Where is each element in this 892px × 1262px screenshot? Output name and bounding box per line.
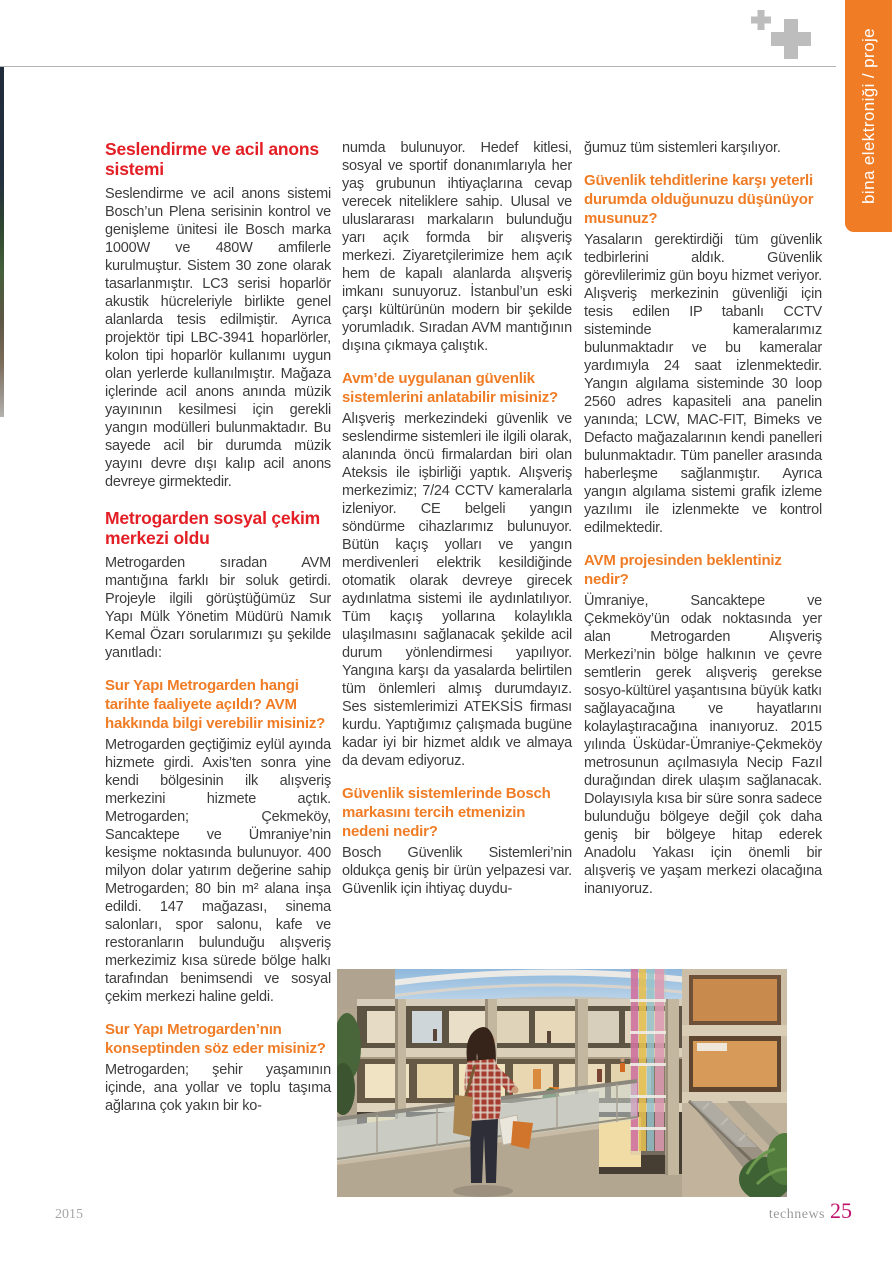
article-paragraph: Alışveriş merkezindeki güvenlik ve seslendirme sistemleri ile ilgili olarak, alanında öncü firmalardan biri olan Ateksis ile işbirliği yaptık. Alışveriş merkezimiz; 7/24 CCTV kameralarla izleniyor. CE belgeli yangın söndürme cihazlarımız bulunuyor. Bütün kaçış yolları ve yangın merdivenleri elektrik kesildiğinde otomatik olarak devreye girecek aydınlatma sistemi ile aydınlatılıyor. Tüm kaçış yollarına kolaylıkla ulaşılmasını sağlanacak şekilde acil durum yönlendirmesi yapılıyor. Yangına karşı da yasalarda belirtilen tüm önlemleri almış durumdayız. Ses sistemlerimizi ATEKSİS firması kurdu. Yaptığımız çalışmada bugüne kadar iyi bir hizmet aldık ve almaya da devam ediyoruz.	[342, 411, 572, 769]
mall-interior-illustration	[337, 969, 787, 1197]
article-heading: Seslendirme ve acil anons sistemi	[105, 139, 319, 179]
article-paragraph: Metrogarden sıradan AVM mantığına farklı bir soluk getirdi. Projeyle ilgili görüştüğümüz Sur Yapı Mülk Yönetim Müdürü Namık Kemal Özarı sorularımızı şu şekilde yanıtladı:	[105, 555, 331, 661]
column-1	[105, 139, 331, 1115]
mall-photo	[337, 969, 787, 1197]
top-divider	[0, 66, 836, 67]
article-paragraph: Bosch Güvenlik Sistemleri’nin oldukça geniş bir ürün yelpazesi var. Güvenlik için ihtiyaç duydu-	[342, 845, 572, 897]
spine-image-strip	[0, 67, 4, 417]
footer-folio	[769, 1198, 852, 1224]
question-subhead: AVM projesinden beklentiniz nedir?	[584, 552, 782, 588]
magazine-name: technews	[768, 1207, 825, 1222]
question-subhead: Güvenlik sistemlerinde Bosch markasını tercih etmenizin nedeni nedir?	[342, 785, 551, 840]
article-paragraph: numda bulunuyor. Hedef kitlesi, sosyal ve sportif donanımlarıyla her yaş grubunun ihtiyaçlarına cevap verecek niteliklere sahip. Ulusal ve uluslararası markaların bulunduğu yarı açık formda bir alışveriş merkezi. Ziyaretçilerimize hem açık hem de kapalı alanlarda alışveriş imkanı sunuyoruz. İstanbul’un eski çarşı kültürünün modern bir şekilde yorumladık. Sıradan AVM mantığının dışına çıkmaya çalıştık.	[342, 140, 572, 354]
footer-year: 2015	[55, 1207, 83, 1222]
article-heading: Metrogarden sosyal çekim merkezi oldu	[105, 508, 321, 548]
section-tab	[845, 0, 892, 232]
page-number: 25	[830, 1198, 852, 1223]
magazine-logo	[748, 6, 814, 62]
article-paragraph: Metrogarden geçtiğimiz eylül ayında hizmete girdi. Axis’ten sonra yine kendi bölgesinin ilk alışveriş merkezini hizmete açtık. Metrogarden; Çekmeköy, Sancaktepe ve Ümraniye’nin kesişme noktasında bulunuyor. 400 milyon dolar yatırım değerine sahip Metrogarden; 80 bin m² alana inşa edildi. 147 mağazası, sinema salonları, spor salonu, kafe ve restoranların bulunduğu alışveriş merkezimiz kısa sürede bölge halkı tarafından benimsendi ve sosyal çekim merkezi haline geldi.	[105, 737, 331, 1005]
question-subhead: Güvenlik tehditlerine karşı yeterli durumda olduğunuzu düşünüyor musunuz?	[584, 172, 814, 227]
article-paragraph: Ümraniye, Sancaktepe ve Çekmeköy’ün odak noktasında yer alan Metrogarden Alışveriş Merkezi’nin bölge halkının ve çevre semtlerin gerek alışveriş gerekse sosyo-kültürel yaşantısına büyük katkı sağlayacağına ve hayatlarını kolaylaştıracağına inanıyoruz. 2015 yılında Üsküdar-Ümraniye-Çekmeköy metrosunun açılmasıyla Necip Fazıl durağından direk ulaşım sağlanacak. Dolayısıyla kısa bir süre sonra sadece bulunduğu bölgeye değil çok daha geniş bir bölgeye hitap ederek Anadolu Yakası için önemli bir alışveriş ve yaşam merkezi olacağına inanıyoruz.	[584, 593, 822, 897]
question-subhead: Sur Yapı Metrogarden hangi tarihte faaliyete açıldı? AVM hakkında bilgi verebilir misiniz?	[105, 677, 326, 732]
question-subhead: Avm’de uygulanan güvenlik sistemlerini anlatabilir misiniz?	[342, 370, 558, 406]
article-paragraph: Yasaların gerektirdiği tüm güvenlik tedbirlerini aldık. Güvenlik görevlilerimiz gün boyu hizmet veriyor. Alışveriş merkezinin güvenliği için tesis edilen IP tabanlı CCTV sisteminde kameralarımız bulunmaktadır ve bu kameralar yardımıyla 24 saat izlenmektedir. Yangın algılama sisteminde 30 loop 2560 adres kapasiteli ana panelin yanında; LCW, MAC-FIT, Bimeks ve Defacto mağazalarının kendi panelleri bulunmaktadır. Tüm paneller arasında haberleşme sağlanmıştır. Ayrıca yangın algılama sistemi grafik izleme yazılımı ile izlenmekte ve kontrol edilmektedir.	[584, 232, 822, 536]
section-tab-label: bina elektroniği / proje	[858, 28, 878, 204]
article-paragraph: Seslendirme ve acil anons sistemi Bosch’un Plena serisinin kontrol ve genişleme ünitesi ile Bosch marka 1000W ve 480W amfilerle kurulmuştur. Sistem 30 zone olarak tasarlanmıştır. LC3 serisi hoparlör akustik hücreleriyle birlikte genel alanlarda tesis edilmiştir. Ayrıca projektör tipi LBC-3941 hoparlörler, kolon tipi hoparlör kullanımı uygun olan yerlerde kullanılmıştır. Mağaza içlerinde acil anons anında müzik yayınının kesilmesi için gerekli yangın modülleri bulunmaktadır. Bu sayede acil bir durumda müzik yayını devre dışı kalıp acil anons devreye girmektedir.	[105, 186, 331, 490]
question-subhead: Sur Yapı Metrogarden’nın konseptinden söz eder misiniz?	[105, 1021, 326, 1057]
article-paragraph: ğumuz tüm sistemleri karşılıyor.	[584, 140, 781, 156]
article-paragraph: Metrogarden; şehir yaşamının içinde, ana yollar ve toplu taşıma ağlarına çok yakın bir ko-	[105, 1062, 331, 1114]
double-plus-icon	[748, 6, 814, 62]
